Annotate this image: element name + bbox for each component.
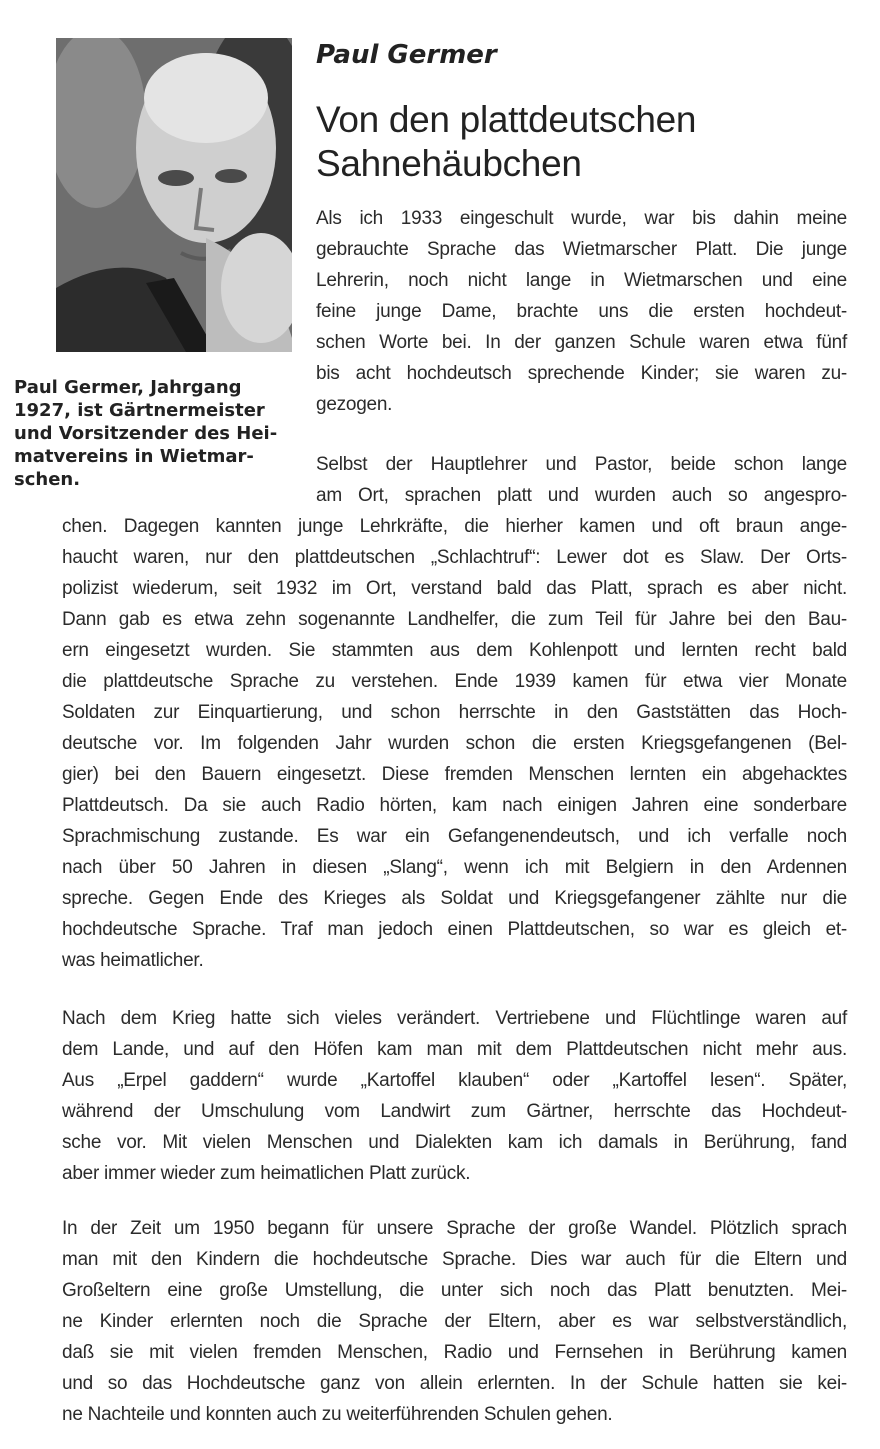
- text-line: gezogen.: [316, 394, 393, 415]
- caption-line: matvereins in Wietmar-: [14, 446, 254, 467]
- author-name: Paul Germer: [316, 40, 497, 70]
- caption-line: Paul Germer, Jahrgang: [14, 377, 242, 398]
- text-line: am Ort, sprachen platt und wurden auch so angespro-: [316, 485, 847, 506]
- text-line: dem Lande, und auf den Höfen kam man mit dem Plattdeutschen nicht mehr aus.: [62, 1039, 847, 1060]
- text-line: Aus „Erpel gaddern“ wurde „Kartoffel klauben“ oder „Kartoffel lesen“. Später,: [62, 1070, 847, 1091]
- text-line: Sprachmischung zustande. Es war ein Gefangenendeutsch, und ich verfalle noch: [62, 826, 847, 847]
- text-line: Soldaten zur Einquartierung, und schon herrschte in den Gaststätten das Hoch-: [62, 702, 847, 723]
- text-line: ne Kinder erlernten noch die Sprache der Eltern, aber es war selbstverständlich,: [62, 1311, 847, 1332]
- text-line: hochdeutsche Sprache. Traf man jedoch einen Plattdeutschen, so war es gleich et-: [62, 919, 847, 940]
- text-line: spreche. Gegen Ende des Krieges als Soldat und Kriegsgefangener zählte nur die: [62, 888, 847, 909]
- text-line: man mit den Kindern die hochdeutsche Sprache. Dies war auch für die Eltern und: [62, 1249, 847, 1270]
- text-line: und so das Hochdeutsche ganz von allein erlernten. In der Schule hatten sie kei-: [62, 1373, 847, 1394]
- caption-line: schen.: [14, 469, 81, 490]
- text-line: gier) bei den Bauern eingesetzt. Diese fremden Menschen lernten ein abgehacktes: [62, 764, 847, 785]
- photo-caption: [14, 376, 294, 491]
- text-line: Selbst der Hauptlehrer und Pastor, beide schon lange: [316, 454, 847, 475]
- text-line: bis acht hochdeutsch sprechende Kinder; sie waren zu-: [316, 363, 847, 384]
- text-line: Als ich 1933 eingeschult wurde, war bis dahin meine: [316, 208, 847, 229]
- text-line: während der Umschulung vom Landwirt zum Gärtner, herrschte das Hochdeut-: [62, 1101, 847, 1122]
- paragraph-2-start: [316, 449, 847, 511]
- text-line: die plattdeutsche Sprache zu verstehen. Ende 1939 kamen für etwa vier Monate: [62, 671, 847, 692]
- text-line: Dann gab es etwa zehn sogenannte Landhelfer, die zum Teil für Jahre bei den Bau-: [62, 609, 847, 630]
- paragraph-2: [62, 511, 847, 976]
- text-line: Nach dem Krieg hatte sich vieles verändert. Vertriebene und Flüchtlinge waren auf: [62, 1008, 847, 1029]
- paragraph-4: [62, 1213, 847, 1430]
- text-line: Plattdeutsch. Da sie auch Radio hörten, kam nach einigen Jahren eine sonderbare: [62, 795, 847, 816]
- paragraph-1: [316, 203, 847, 420]
- text-line: sche vor. Mit vielen Menschen und Dialekten kam ich damals in Berührung, fand: [62, 1132, 847, 1153]
- portrait-photo: [56, 38, 292, 352]
- text-line: was heimatlicher.: [62, 950, 204, 971]
- text-line: haucht waren, nur den plattdeutschen „Schlachtruf“: Lewer dot es Slaw. Der Orts-: [62, 547, 847, 568]
- text-line: deutsche vor. Im folgenden Jahr wurden schon die ersten Kriegsgefangenen (Bel-: [62, 733, 847, 754]
- paragraph-3: [62, 1003, 847, 1189]
- text-line: aber immer wieder zum heimatlichen Platt zurück.: [62, 1163, 471, 1184]
- text-line: daß sie mit vielen fremden Menschen, Radio und Fernsehen in Berührung kamen: [62, 1342, 847, 1363]
- title-line: Von den plattdeutschen: [316, 99, 697, 140]
- text-line: polizist wiederum, seit 1932 im Ort, verstand bald das Platt, sprach es aber nicht.: [62, 578, 847, 599]
- title-line: Sahnehäubchen: [316, 143, 582, 184]
- text-line: feine junge Dame, brachte uns die ersten hochdeut-: [316, 301, 847, 322]
- text-line: Lehrerin, noch nicht lange in Wietmarschen und eine: [316, 270, 847, 291]
- text-line: gebrauchte Sprache das Wietmarscher Platt. Die junge: [316, 239, 847, 260]
- text-line: nach über 50 Jahren in diesen „Slang“, wenn ich mit Belgiern in den Ardennen: [62, 857, 847, 878]
- portrait-icon: [56, 38, 292, 352]
- text-line: schen Worte bei. In der ganzen Schule waren etwa fünf: [316, 332, 847, 353]
- text-line: ern eingesetzt wurden. Sie stammten aus dem Kohlenpott und lernten recht bald: [62, 640, 847, 661]
- text-line: In der Zeit um 1950 begann für unsere Sprache der große Wandel. Plötzlich sprach: [62, 1218, 847, 1239]
- caption-line: und Vorsitzender des Hei-: [14, 423, 278, 444]
- text-line: Großeltern eine große Umstellung, die unter sich noch das Platt benutzten. Mei-: [62, 1280, 847, 1301]
- article-title: [316, 98, 856, 186]
- caption-line: 1927, ist Gärtnermeister: [14, 400, 265, 421]
- text-line: ne Nachteile und konnten auch zu weiterführenden Schulen gehen.: [62, 1404, 613, 1425]
- text-line: chen. Dagegen kannten junge Lehrkräfte, die hierher kamen und oft braun ange-: [62, 516, 847, 537]
